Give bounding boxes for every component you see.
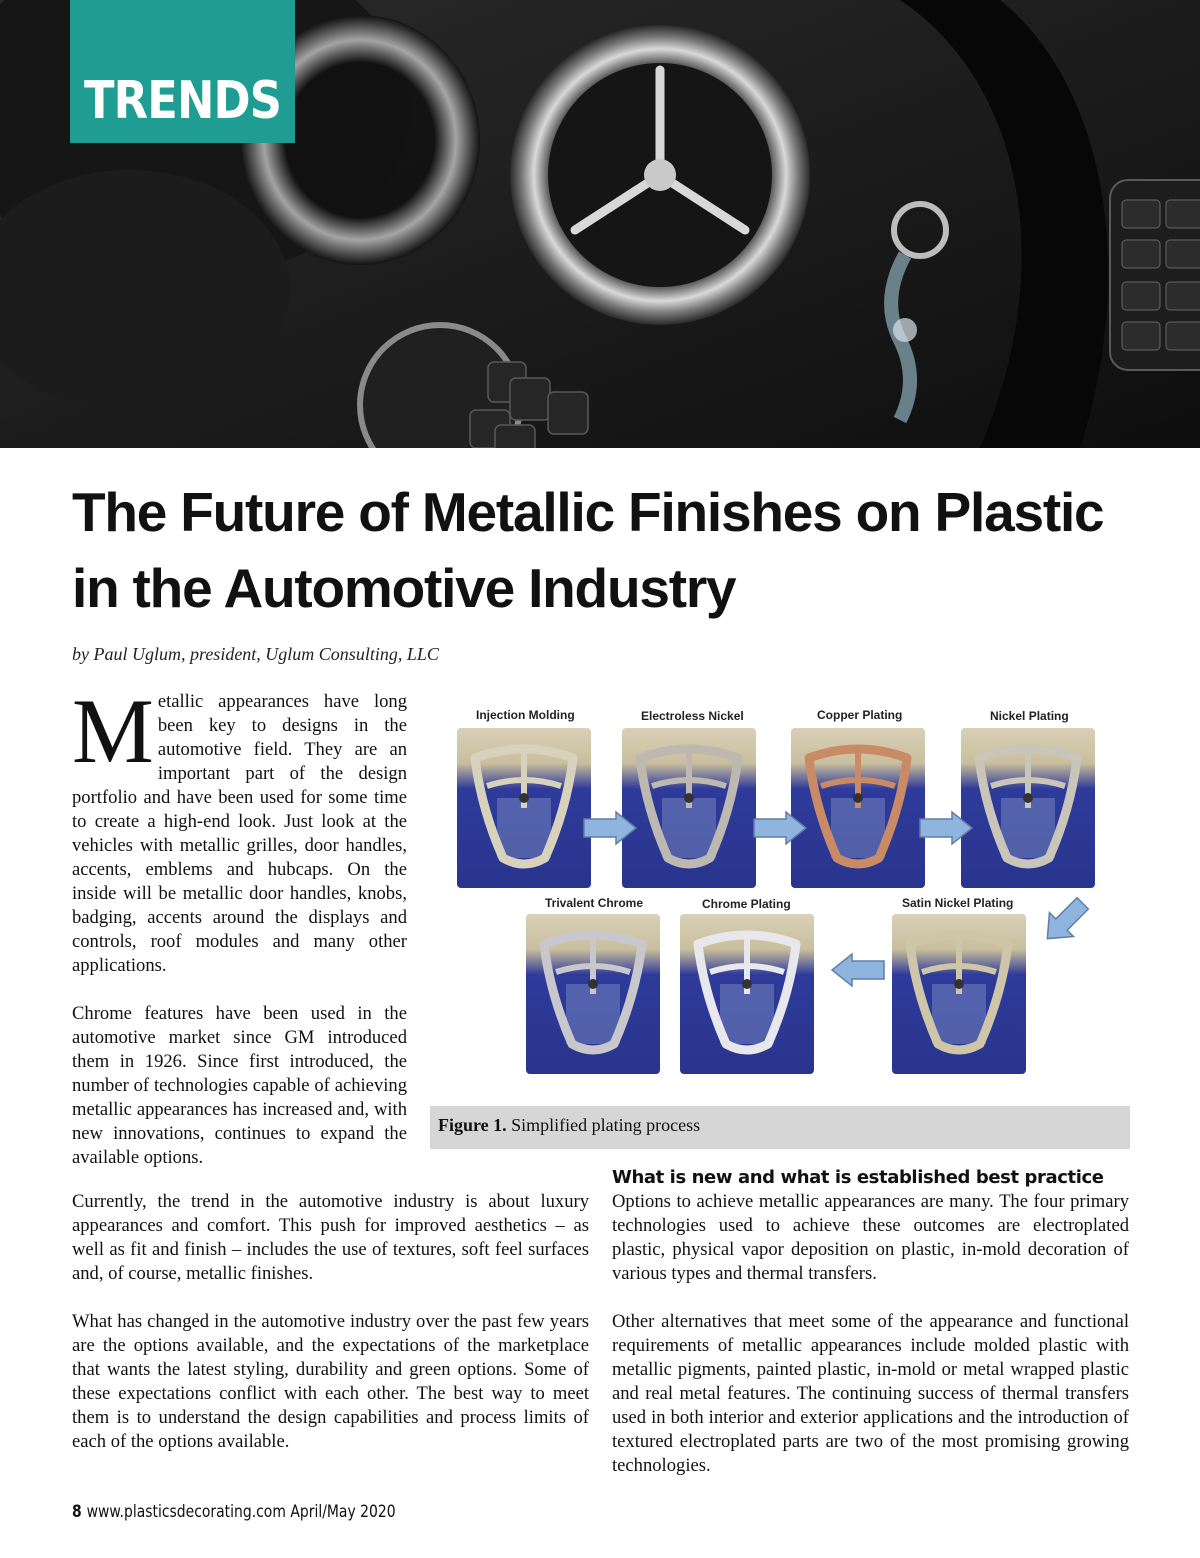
stage-photo-trivalent-chrome	[526, 914, 660, 1074]
plated-trim-part	[457, 728, 591, 888]
figure-plating-process	[430, 700, 1130, 1150]
plated-trim-part	[526, 914, 660, 1074]
plated-trim-part	[961, 728, 1095, 888]
stage-label-copper-plating: Copper Plating	[817, 708, 903, 722]
stage-photo-chrome-plating	[680, 914, 814, 1074]
left-column	[72, 1190, 589, 1478]
section-heading: What is new and what is established best practice	[612, 1167, 1104, 1188]
stage-label-trivalent-chrome: Trivalent Chrome	[545, 896, 644, 910]
stage-photo-copper-plating	[791, 728, 925, 888]
figure-caption-label: Figure 1.	[438, 1115, 507, 1135]
stage-label-electroless-nickel: Electroless Nickel	[641, 709, 744, 723]
plated-trim-part	[680, 914, 814, 1074]
stage-photo-satin-nickel-plating	[892, 914, 1026, 1074]
left-paragraph-1: Currently, the trend in the automotive industry is about luxury appearances and comfort. This push for improved aesthetics – as well as fit and finish – includes the use of textures, soft feel surfaces and, of course, metallic finishes.	[72, 1191, 589, 1284]
section-label: TRENDS	[83, 71, 282, 131]
title-line-2: in the Automotive Industry	[72, 557, 736, 619]
stage-photo-electroless-nickel	[622, 728, 756, 888]
right-column	[612, 1166, 1129, 1502]
title-line-1: The Future of Metallic Finishes on Plastic	[72, 481, 1104, 543]
page-number: 8	[72, 1502, 82, 1522]
byline: by Paul Uglum, president, Uglum Consulting, LLC	[72, 644, 439, 664]
hero-image	[0, 0, 1200, 448]
stage-label-injection-molding: Injection Molding	[476, 708, 575, 722]
right-paragraph-1: Options to achieve metallic appearances are many. The four primary technologies used to achieve these outcomes are electroplated plastic, physical vapor deposition on plastic, in-mold decoration of various types and thermal transfers.	[612, 1191, 1129, 1284]
footer-text: www.plasticsdecorating.com April/May 2020	[86, 1502, 396, 1522]
intro-column	[72, 680, 407, 1194]
figure-caption	[430, 1106, 1130, 1149]
section-badge	[70, 0, 295, 143]
plated-trim-part	[622, 728, 756, 888]
drop-cap: M	[72, 680, 154, 782]
left-paragraph-2: What has changed in the automotive industry over the past few years are the options available, and the expectations of the marketplace that wants the latest styling, durability and green options. Some of these expectations conflict with each other. The best way to meet them is to understand the design capabilities and process limits of each of the options available.	[72, 1311, 589, 1452]
arrow-right-icon	[582, 810, 638, 846]
stage-label-nickel-plating: Nickel Plating	[990, 709, 1069, 723]
figure-caption-text: Simplified plating process	[511, 1115, 701, 1135]
arrow-right-icon	[918, 810, 974, 846]
stage-label-satin-nickel-plating: Satin Nickel Plating	[902, 896, 1014, 910]
page-footer	[72, 1502, 396, 1522]
stage-photo-nickel-plating	[961, 728, 1095, 888]
intro-paragraph-1-text: etallic appearances have long been key to designs in the automotive field. They are an important part of the design portfolio and have been used for some time to create a high-end look. Just look at the vehicles with metallic grilles, door handles, accents, emblems and hubcaps. On the inside will be metallic door handles, knobs, badging, accents around the displays and controls, roof modules and many other applications.	[72, 691, 407, 976]
plated-trim-part	[791, 728, 925, 888]
arrow-down-left-icon	[1036, 892, 1094, 950]
intro-paragraph-2: Chrome features have been used in the automotive market since GM introduced them in 1926. Since first introduced, the number of technologies capable of achieving metallic appearances has increased and, with new innovations, continues to expand the available options.	[72, 1003, 407, 1168]
arrow-left-icon	[830, 952, 886, 988]
plated-trim-part	[892, 914, 1026, 1074]
intro-paragraph-1	[72, 680, 407, 978]
stage-label-chrome-plating: Chrome Plating	[702, 897, 791, 911]
article-title	[72, 474, 1152, 626]
right-paragraph-2: Other alternatives that meet some of the appearance and functional requirements of metallic appearances include molded plastic with metallic pigments, painted plastic, in-mold or metal wrapped plastic and real metal features. The continuing success of thermal transfers used in both interior and exterior applications and the introduction of textured electroplated parts are two of the most promising growing technologies.	[612, 1311, 1129, 1476]
arrow-right-icon	[752, 810, 808, 846]
stage-photo-injection-molding	[457, 728, 591, 888]
